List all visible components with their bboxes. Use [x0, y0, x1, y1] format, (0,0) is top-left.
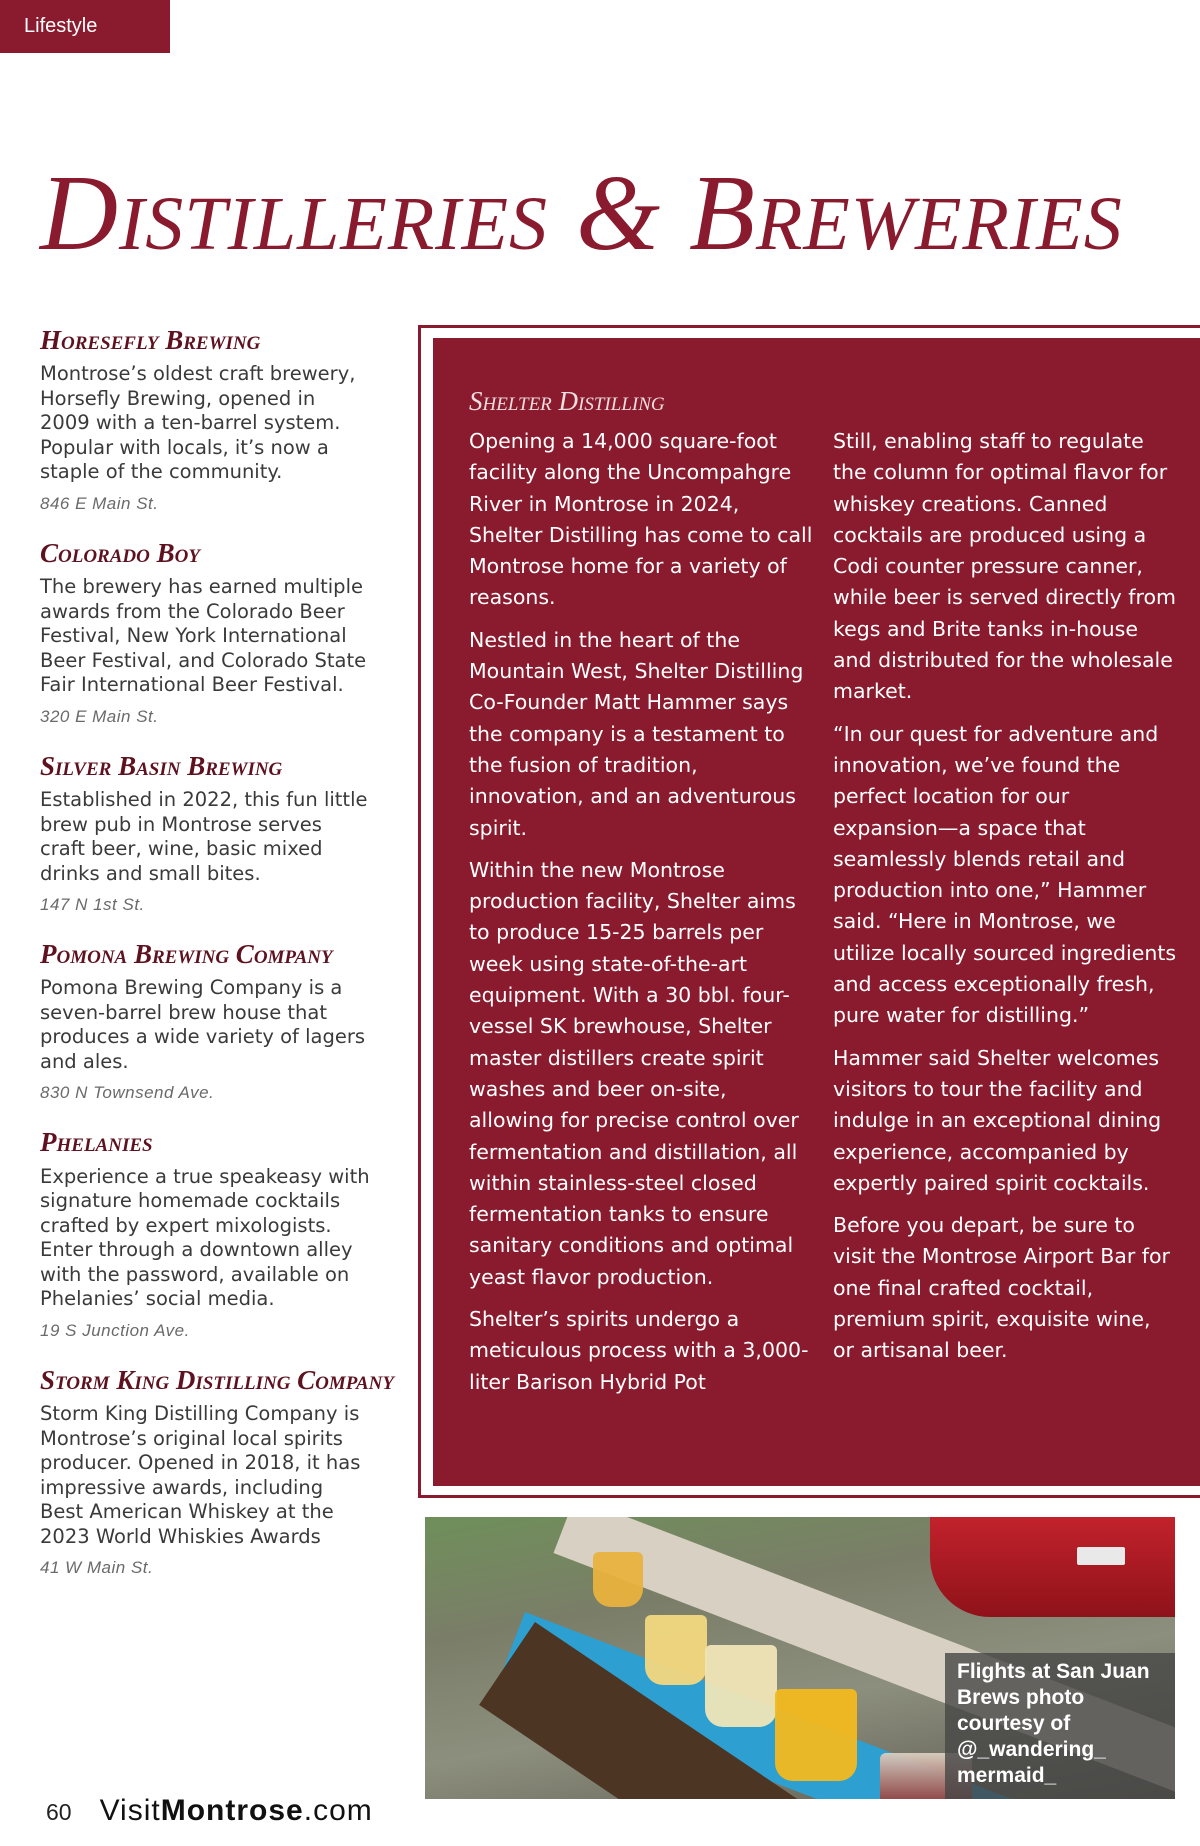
- business-name: Pomona Brewing Company: [40, 939, 333, 970]
- photo-license-plate: [1077, 1547, 1125, 1565]
- photo-red-car: [930, 1517, 1175, 1617]
- business-description: Experience a true speakeasy with signature homemade cocktails crafted by expert mixologists. Enter through a downtown alley with the password, available on Phelanies’ social media.: [40, 1164, 370, 1311]
- business-name: Colorado Boy: [40, 537, 200, 568]
- business-address: 41 W Main St.: [40, 1558, 154, 1578]
- site-name-bold: Montrose: [160, 1794, 304, 1827]
- photo-glass: [593, 1552, 643, 1607]
- business-listing: [40, 940, 370, 1103]
- section-tag: Lifestyle: [0, 0, 170, 53]
- page-footer: [46, 1794, 373, 1828]
- feature-paragraph: Before you depart, be sure to visit the Montrose Airport Bar for one final crafted cocktail, premium spirit, exquisite wine, or artisanal beer.: [833, 1213, 1170, 1363]
- photo-glass: [775, 1689, 857, 1781]
- business-address: 19 S Junction Ave.: [40, 1320, 190, 1340]
- feature-title: Shelter Distilling: [469, 386, 665, 416]
- feature-column-right: [833, 426, 1178, 1378]
- business-description: The brewery has earned multiple awards from the Colorado Beer Festival, New York International Beer Festival, and Colorado State Fair International Beer Festival.: [40, 575, 367, 697]
- page-number: 60: [46, 1799, 72, 1825]
- photo-glass: [705, 1645, 777, 1727]
- site-name-prefix: Visit: [99, 1794, 161, 1827]
- business-address: 147 N 1st St.: [40, 895, 145, 915]
- business-description: Storm King Distilling Company is Montrose’s original local spirits producer. Opened in 2018, it has impressive awards, including Best American Whiskey at the 2023 World Whiskies Awards: [40, 1402, 361, 1548]
- business-name: Phelanies: [40, 1127, 153, 1158]
- feature-article: [433, 338, 1200, 1486]
- feature-paragraph: Within the new Montrose production facility, Shelter aims to produce 15-25 barrels per week using state-of-the-art equipment. With a 30 bbl. four-vessel SK brewhouse, Shelter master distillers create spirit washes and beer on-site, allowing for precise control over fermentation and distillation, all within stainless-steel closed fermentation tanks to ensure sanitary conditions and optimal yeast flavor production.: [469, 857, 799, 1289]
- business-description: Pomona Brewing Company is a seven-barrel brew house that produces a wide variety of lagers and ales.: [40, 976, 366, 1073]
- business-name: Storm King Distilling Company: [40, 1364, 394, 1395]
- site-name: [100, 1794, 373, 1828]
- business-listing: [40, 752, 370, 915]
- feature-paragraph: Still, enabling staff to regulate the column for optimal flavor for whiskey creations. Canned cocktails are produced using a Codi counter pressure canner, while beer is served directly from kegs and Brite tanks in-house and distributed for the wholesale market.: [833, 429, 1177, 704]
- page-title: Distilleries & Breweries: [40, 154, 1123, 273]
- feature-column-left: [469, 426, 814, 1409]
- business-listing: [40, 539, 370, 727]
- feature-paragraph: Nestled in the heart of the Mountain West, Shelter Distilling Co-Founder Matt Hammer says the company is a testament to the fusion of tradition, innovation, and an adventurous spirit.: [469, 627, 804, 840]
- business-description: Montrose’s oldest craft brewery, Horsefly Brewing, opened in 2009 with a ten-barrel system. Popular with locals, it’s now a staple of the community.: [40, 362, 356, 484]
- feature-paragraph: Opening a 14,000 square-foot facility along the Uncompahgre River in Montrose in 2024, Shelter Distilling has come to call Montrose home for a variety of reasons.: [469, 429, 813, 610]
- photo-caption: Flights at San Juan Brews photo courtesy of @_wandering_ mermaid_: [945, 1653, 1175, 1799]
- business-address: 830 N Townsend Ave.: [40, 1083, 215, 1103]
- feature-paragraph: Shelter’s spirits undergo a meticulous process with a 3,000-liter Barison Hybrid Pot: [469, 1307, 809, 1394]
- feature-paragraph: Hammer said Shelter welcomes visitors to tour the facility and indulge in an exceptional dining experience, accompanied by expertly paired spirit cocktails.: [833, 1045, 1162, 1195]
- business-listing: [40, 1128, 370, 1340]
- site-name-suffix: .com: [303, 1794, 373, 1827]
- business-listing: [40, 326, 370, 514]
- business-address: 320 E Main St.: [40, 706, 159, 726]
- business-list: [40, 325, 394, 1603]
- business-listing: [40, 1364, 394, 1578]
- business-description: Established in 2022, this fun little brew pub in Montrose serves craft beer, wine, basic mixed drinks and small bites.: [40, 788, 368, 885]
- business-address: 846 E Main St.: [40, 493, 159, 513]
- business-name: Silver Basin Brewing: [40, 750, 283, 781]
- beer-flight-photo: [425, 1517, 1175, 1799]
- photo-glass: [645, 1615, 707, 1685]
- business-name: Horesefly Brewing: [40, 325, 261, 355]
- feature-paragraph: “In our quest for adventure and innovation, we’ve found the perfect location for our expansion—a space that seamlessly blends retail and production into one,” Hammer said. “Here in Montrose, we utilize locally sourced ingredients and access exceptionally fresh, pure water for distilling.”: [833, 721, 1177, 1028]
